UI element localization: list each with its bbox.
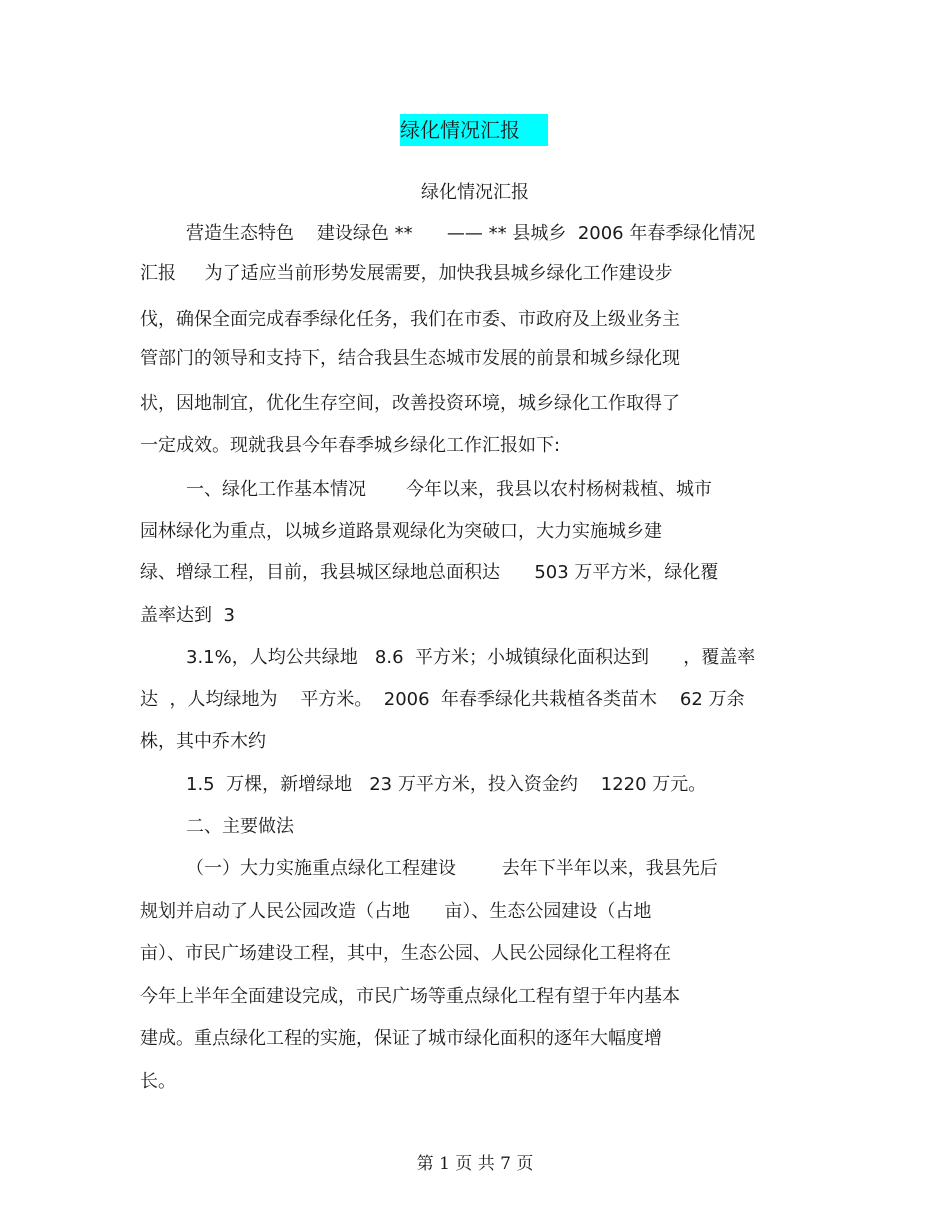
text-line: 营造生态特色 建设绿色 ** —— ** 县城乡 2006 年春季绿化情况 [186, 223, 756, 244]
text-line: 一、绿化工作基本情况 今年以来，我县以农村杨树栽植、城市 [186, 479, 713, 500]
text-line: 长。 [140, 1071, 176, 1092]
text-line: 株，其中乔木约 [140, 731, 266, 752]
document-subtitle: 绿化情况汇报 [421, 182, 529, 203]
text-line: （一）大力实施重点绿化工程建设 去年下半年以来，我县先后 [186, 858, 718, 879]
page-footer: 第 1 页 共 7 页 [416, 1154, 534, 1174]
text-line: 园林绿化为重点，以城乡道路景观绿化为突破口，大力实施城乡建 [140, 521, 662, 542]
text-line: 3.1%，人均公共绿地 8.6 平方米；小城镇绿化面积达到 ，覆盖率 [186, 647, 756, 668]
text-line: 1.5 万棵，新增绿地 23 万平方米，投入资金约 1220 万元。 [186, 774, 707, 795]
text-line: 亩）、市民广场建设工程，其中，生态公园、人民公园绿化工程将在 [140, 943, 671, 964]
text-line: 达 ，人均绿地为 平方米。 2006 年春季绿化共栽植各类苗木 62 万余 [140, 689, 745, 710]
text-line: 盖率达到 3 [140, 605, 235, 626]
text-line: 一定成效。现就我县今年春季城乡绿化工作汇报如下: [140, 435, 561, 456]
text-line: 今年上半年全面建设完成，市民广场等重点绿化工程有望于年内基本 [140, 986, 680, 1007]
text-line: 绿、增绿工程，目前，我县城区绿地总面积达 503 万平方米，绿化覆 [140, 562, 719, 583]
text-line: 管部门的领导和支持下，结合我县生态城市发展的前景和城乡绿化现 [140, 348, 680, 369]
text-line: 规划并启动了人民公园改造（占地 亩）、生态公园建设（占地 [140, 901, 652, 922]
text-line: 状，因地制宜，优化生存空间，改善投资环境，城乡绿化工作取得了 [140, 393, 680, 414]
document-title: 绿化情况汇报 [400, 114, 548, 146]
text-line: 二、主要做法 [186, 816, 294, 837]
text-line: 伐，确保全面完成春季绿化任务，我们在市委、市政府及上级业务主 [140, 309, 680, 330]
text-line: 建成。重点绿化工程的实施，保证了城市绿化面积的逐年大幅度增 [140, 1028, 662, 1049]
text-line: 汇报 为了适应当前形势发展需要，加快我县城乡绿化工作建设步 [140, 263, 673, 284]
